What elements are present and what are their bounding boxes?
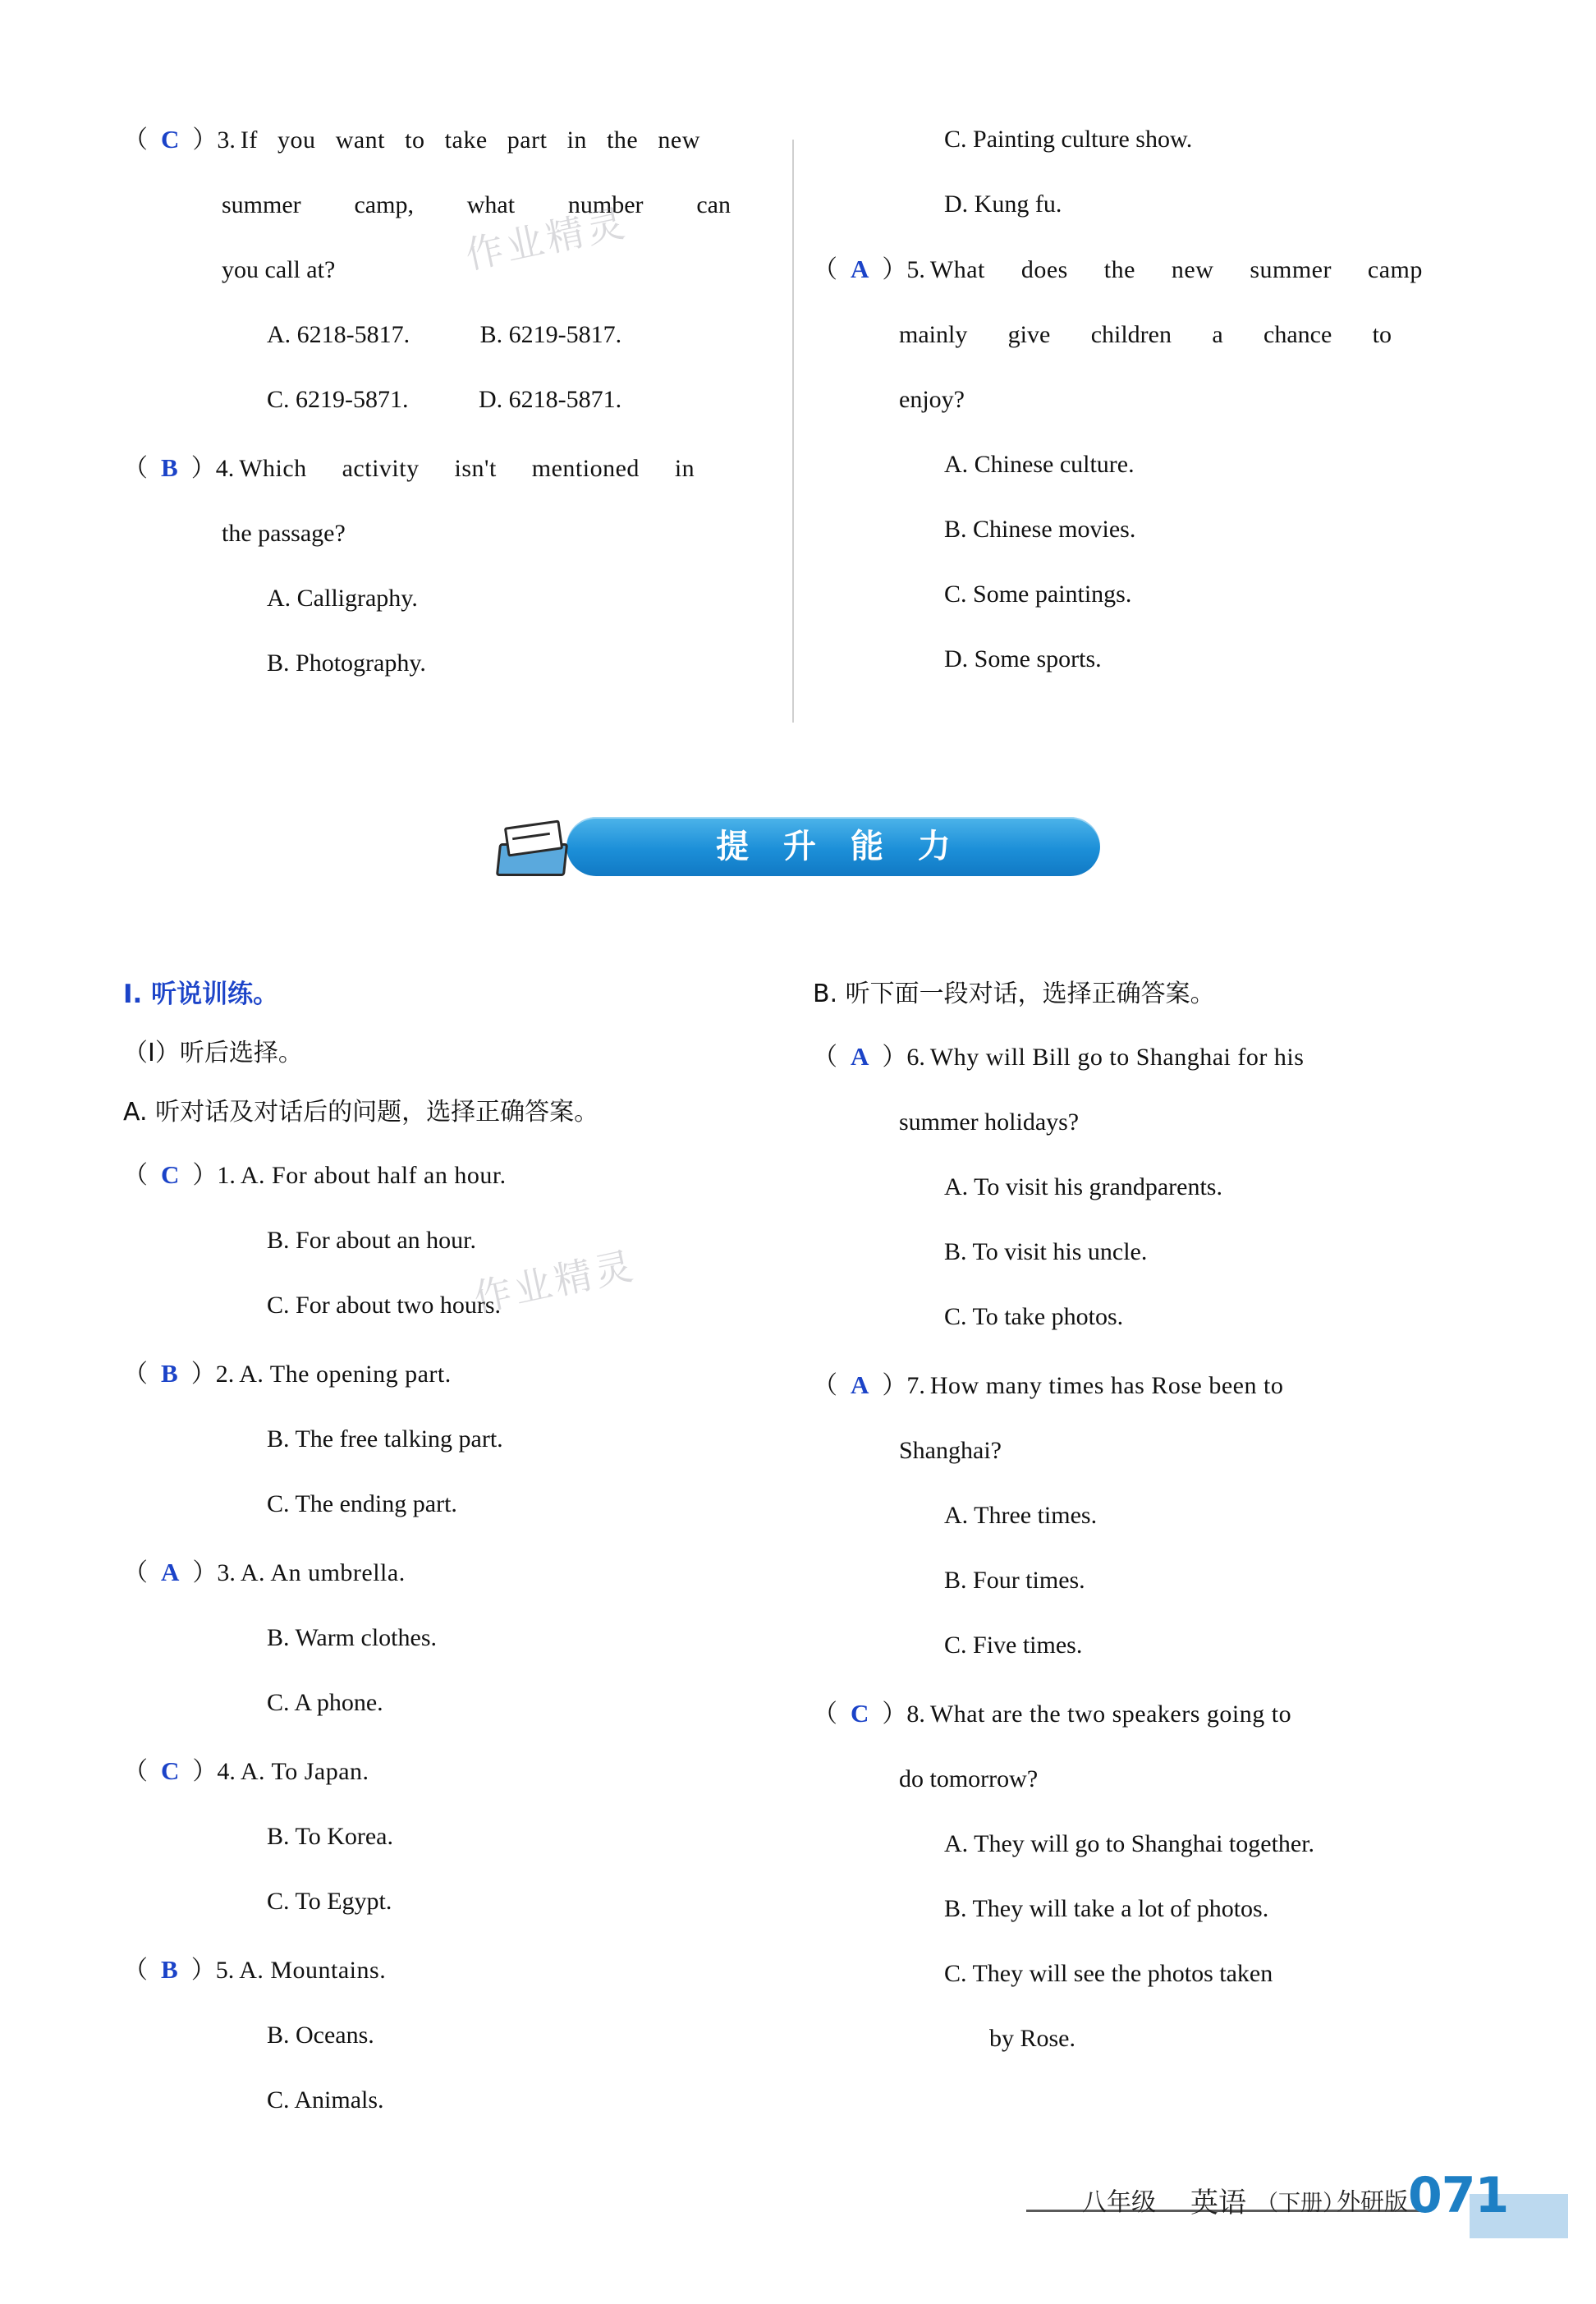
question-text-cont: Shanghai? — [899, 1437, 1002, 1464]
paren-open: （ — [123, 1361, 148, 1388]
option-b[interactable]: B. To Korea. — [267, 1823, 393, 1850]
option-row[interactable]: D. Some sports. — [944, 645, 1102, 672]
answer-blank[interactable]: B — [161, 1359, 178, 1388]
paren-open: （ — [123, 1758, 148, 1785]
top-left-column — [123, 107, 772, 699]
question-text-cont: summer holidays? — [899, 1108, 1080, 1136]
question-text: Why will Bill go to Shanghai for his — [929, 1044, 1305, 1071]
paren-open: （ — [813, 1700, 837, 1728]
paren-open: （ — [813, 1044, 837, 1071]
option-row[interactable]: A. Chinese culture. — [944, 451, 1135, 478]
paren-close: ） — [882, 1372, 907, 1399]
question-head — [123, 1142, 772, 1208]
question-head — [123, 1937, 772, 2003]
listening-right-column — [813, 965, 1461, 2074]
option-b[interactable]: B. The free talking part. — [267, 1425, 503, 1453]
question-head — [123, 435, 772, 501]
answer-blank[interactable]: C — [851, 1699, 869, 1728]
paren-close: ） — [192, 1758, 218, 1785]
answer-blank[interactable]: A — [851, 1370, 869, 1399]
option-b[interactable]: B. Oceans. — [267, 2022, 374, 2049]
watermark: 作业精灵 — [470, 1242, 640, 1321]
option-row[interactable]: C. Painting culture show. — [944, 126, 1193, 153]
option-row[interactable]: C. Some paintings. — [944, 581, 1132, 608]
option-b[interactable]: B. They will take a lot of photos. — [944, 1895, 1269, 1922]
question-number: 7. — [906, 1372, 925, 1399]
question-head — [813, 1681, 1461, 1746]
option-b[interactable]: B. Warm clothes. — [267, 1624, 437, 1651]
option-a[interactable]: A. The opening part. — [239, 1361, 452, 1388]
question-item — [123, 1540, 772, 1735]
option-row[interactable]: B. Chinese movies. — [944, 516, 1136, 543]
question-item — [813, 1681, 1461, 2071]
book-icon — [493, 819, 571, 876]
option-b[interactable]: B. Four times. — [944, 1567, 1085, 1594]
answer-blank[interactable]: C — [161, 1160, 180, 1189]
option-b[interactable]: B. To visit his uncle. — [944, 1238, 1148, 1265]
question-item — [123, 1341, 772, 1536]
question-number: 4. — [217, 1758, 236, 1785]
paren-close: ） — [190, 455, 216, 482]
option-a[interactable]: A. They will go to Shanghai together. — [944, 1830, 1315, 1857]
question-head — [813, 1024, 1461, 1090]
answer-blank[interactable]: B — [161, 453, 178, 482]
question-number: 5. — [906, 256, 925, 283]
paren-open: （ — [813, 256, 837, 283]
option-c[interactable]: C. They will see the photos taken — [944, 1960, 1273, 1987]
paren-close: ） — [190, 1957, 216, 1984]
option-d[interactable]: D. 6218-5871. — [479, 386, 622, 413]
question-text: Which activity isn't mentioned in — [239, 455, 695, 482]
option-b[interactable]: B. 6219-5817. — [479, 321, 622, 348]
answer-blank[interactable]: C — [161, 125, 180, 154]
question-text-cont: enjoy? — [899, 386, 965, 413]
question-text: What does the new summer camp — [929, 256, 1423, 283]
paren-close: ） — [192, 126, 218, 154]
footer-subject: 英语 — [1190, 2187, 1246, 2219]
option-c[interactable]: C. To Egypt. — [267, 1888, 392, 1915]
question-text: How many times has Rose been to — [929, 1372, 1284, 1399]
question-item — [813, 1024, 1461, 1349]
option-a[interactable]: A. Three times. — [944, 1502, 1098, 1529]
option-b[interactable]: B. For about an hour. — [267, 1227, 476, 1254]
option-a[interactable]: A. To Japan. — [240, 1758, 369, 1785]
answer-blank[interactable]: C — [161, 1756, 180, 1785]
listening-part-one: （Ⅰ）听后选择。 — [123, 1039, 303, 1067]
section-title: 提 升 能 力 — [716, 828, 962, 865]
option-row — [123, 302, 772, 367]
question-number: 1. — [217, 1162, 236, 1189]
footer-page-box — [1408, 2167, 1539, 2237]
paren-close: ） — [882, 1700, 907, 1728]
page-footer — [0, 2167, 1596, 2254]
paren-open: （ — [123, 1162, 148, 1189]
question-text-cont: summer camp, what number can — [222, 191, 731, 218]
option-row[interactable]: B. Photography. — [267, 649, 426, 677]
answer-blank[interactable]: A — [161, 1558, 180, 1586]
question-text: If you want to take part in the new — [240, 126, 700, 154]
question-head — [123, 107, 772, 172]
question-text-cont: you call at? — [222, 256, 336, 283]
option-row — [123, 367, 772, 432]
paren-open: （ — [813, 1372, 837, 1399]
paren-close: ） — [192, 1559, 218, 1586]
question-head — [813, 1352, 1461, 1418]
footer-press: 外研版 — [1337, 2187, 1409, 2215]
answer-blank[interactable]: A — [851, 255, 869, 283]
option-c[interactable]: C. 6219-5871. — [267, 386, 409, 413]
question-number: 2. — [215, 1361, 235, 1388]
option-c[interactable]: C. Animals. — [267, 2086, 384, 2114]
question-item — [123, 1142, 772, 1338]
listening-sub-a: A. 听对话及对话后的问题，选择正确答案。 — [123, 1098, 599, 1127]
option-a[interactable]: A. An umbrella. — [240, 1559, 406, 1586]
option-a[interactable]: A. 6218-5817. — [267, 321, 410, 348]
question-number: 3. — [217, 1559, 236, 1586]
answer-blank[interactable]: A — [851, 1042, 869, 1071]
option-a[interactable]: A. For about half an hour. — [240, 1162, 507, 1189]
question-number: 8. — [906, 1700, 925, 1728]
question-number: 3. — [217, 126, 236, 154]
option-a[interactable]: A. Mountains. — [239, 1957, 387, 1984]
question-item — [123, 1738, 772, 1934]
option-c-cont[interactable]: by Rose. — [989, 2025, 1075, 2052]
section-banner — [484, 817, 1100, 876]
option-c[interactable]: C. Five times. — [944, 1632, 1083, 1659]
paren-close: ） — [882, 256, 907, 283]
paren-close: ） — [190, 1361, 216, 1388]
column-divider — [792, 140, 794, 723]
question-item — [123, 435, 772, 695]
question-head — [813, 236, 1461, 302]
option-c[interactable]: C. For about two hours. — [267, 1292, 501, 1319]
option-row[interactable]: D. Kung fu. — [944, 190, 1062, 218]
paren-close: ） — [882, 1044, 907, 1071]
footer-grade: 八年级 — [1082, 2188, 1156, 2217]
question-head — [123, 1341, 772, 1407]
paren-open: （ — [123, 1559, 148, 1586]
answer-blank[interactable]: B — [161, 1955, 178, 1984]
top-right-column — [813, 107, 1461, 695]
paren-open: （ — [123, 126, 148, 154]
question-text-cont: mainly give children a chance to — [899, 321, 1392, 348]
option-row[interactable]: A. Calligraphy. — [267, 585, 418, 612]
question-item — [123, 1937, 772, 2132]
footer-volume: （下册） — [1256, 2191, 1345, 2216]
question-text-cont: do tomorrow? — [899, 1765, 1039, 1792]
question-text: What are the two speakers going to — [929, 1700, 1292, 1728]
question-head — [123, 1738, 772, 1804]
paren-open: （ — [123, 1957, 148, 1984]
paren-open: （ — [123, 455, 148, 482]
listening-sub-b: B. 听下面一段对话，选择正确答案。 — [813, 980, 1215, 1008]
question-head — [123, 1540, 772, 1605]
question-number: 6. — [906, 1044, 925, 1071]
question-item — [813, 236, 1461, 691]
question-item — [813, 1352, 1461, 1678]
page-number: 071 — [1408, 2167, 1509, 2224]
option-a[interactable]: A. To visit his grandparents. — [944, 1173, 1222, 1200]
question-number: 5. — [215, 1957, 235, 1984]
question-item — [123, 107, 772, 432]
option-c[interactable]: C. A phone. — [267, 1689, 383, 1716]
listening-heading: Ⅰ. 听说训练。 — [123, 980, 279, 1009]
question-text-cont: the passage? — [222, 520, 346, 547]
option-c[interactable]: C. The ending part. — [267, 1490, 457, 1517]
option-c[interactable]: C. To take photos. — [944, 1303, 1124, 1330]
watermark: 作业精灵 — [461, 200, 632, 278]
listening-left-column — [123, 965, 772, 2136]
paren-close: ） — [192, 1162, 218, 1189]
question-number: 4. — [215, 455, 235, 482]
